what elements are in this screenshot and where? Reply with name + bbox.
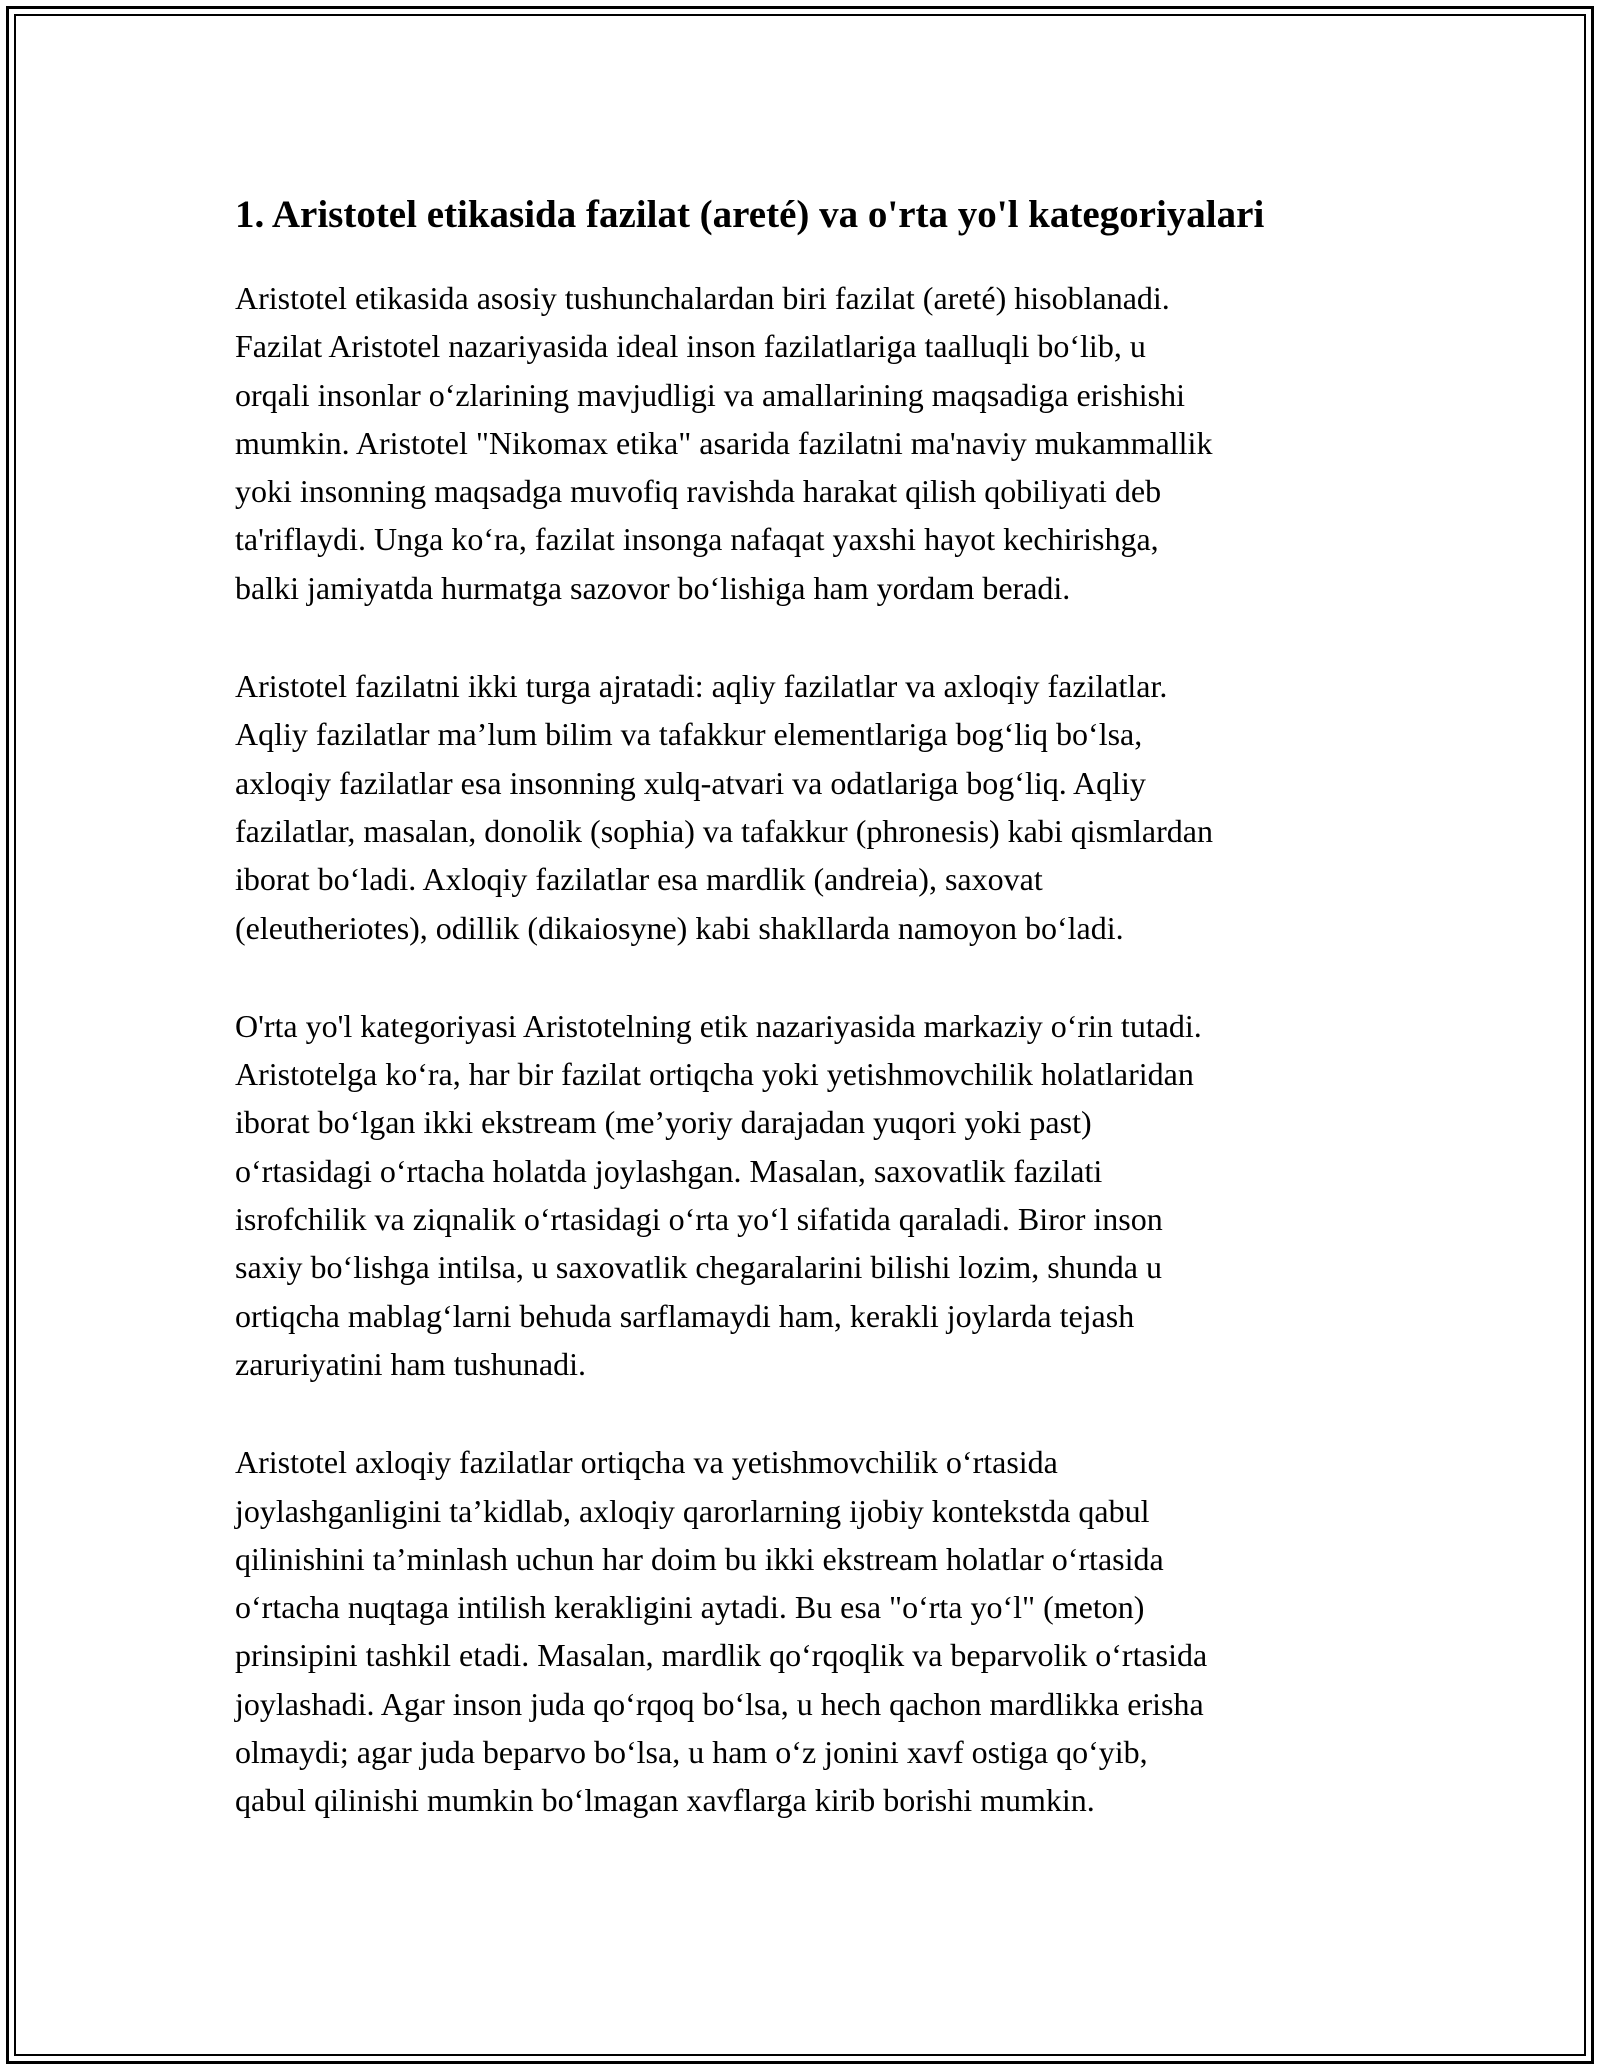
document-body (235, 186, 1375, 1875)
paragraph-meton-principle: Aristotel axloqiy fazilatlar ortiqcha va yetishmovchilik o‘rtasida joylashganligini ta’kidlab, axloqiy qarorlarning ijobiy kontekstda qabul qilinishini ta’minlash uchun har doim bu ikki ekstream holatlar o‘rtasida o‘rtacha nuqtaga intilish kerakligini aytadi. Bu esa "o‘rta yo‘l" (meton) prinsipini tashkil etadi. Masalan, mardlik qo‘rqoqlik va beparvolik o‘rtasida joylashadi. Agar inson juda qo‘rqoq bo‘lsa, u hech qachon mardlikka erisha olmaydi; agar juda beparvo bo‘lsa, u ham o‘z jonini xavf ostiga qo‘yib, qabul qilinishi mumkin bo‘lmagan xavflarga kirib borishi mumkin. (235, 1444, 1208, 1819)
paragraph-golden-mean: O'rta yo'l kategoriyasi Aristotelning etik nazariyasida markaziy o‘rin tutadi. Aristotelga ko‘ra, har bir fazilat ortiqcha yoki yetishmovchilik holatlaridan iborat bo‘lgan ikki ekstream (me’yoriy darajadan yuqori yoki past) o‘rtasidagi o‘rtacha holatda joylashgan. Masalan, saxovatlik fazilati isrofchilik va ziqnalik o‘rtasidagi o‘rta yo‘l sifatida qaraladi. Biror inson saxiy bo‘lishga intilsa, u saxovatlik chegaralarini bilishi lozim, shunda u ortiqcha mablag‘larni behuda sarflamaydi ham, kerakli joylarda tejash zaruriyatini ham tushunadi. (235, 1007, 1202, 1382)
section-title: 1. Aristotel etikasida fazilat (areté) va o'rta yo'l kategoriyalari (235, 193, 1265, 236)
paragraph-virtue-definition: Aristotel etikasida asosiy tushunchalardan biri fazilat (areté) hisoblanadi. Fazilat Aristotel nazariyasida ideal inson fazilatlariga taalluqli bo‘lib, u orqali insonlar o‘zlarining mavjudligi va amallarining maqsadiga erishishi mumkin. Aristotel "Nikomax etika" asarida fazilatni ma'naviy mukammallik yoki insonning maqsadga muvofiq ravishda harakat qilish qobiliyati deb ta'riflaydi. Unga ko‘ra, fazilat insonga nafaqat yaxshi hayot kechirishga, balki jamiyatda hurmatga sazovor bo‘lishiga ham yordam beradi. (235, 280, 1213, 606)
paragraph-virtue-types: Aristotel fazilatni ikki turga ajratadi: aqliy fazilatlar va axloqiy fazilatlar. Aqliy fazilatlar ma’lum bilim va tafakkur elementlariga bog‘liq bo‘lsa, axloqiy fazilatlar esa insonning xulq-atvari va odatlariga bog‘liq. Aqliy fazilatlar, masalan, donolik (sophia) va tafakkur (phronesis) kabi qismlardan iborat bo‘ladi. Axloqiy fazilatlar esa mardlik (andreia), saxovat (eleutheriotes), odillik (dikaiosyne) kabi shakllarda namoyon bo‘ladi. (235, 668, 1213, 946)
